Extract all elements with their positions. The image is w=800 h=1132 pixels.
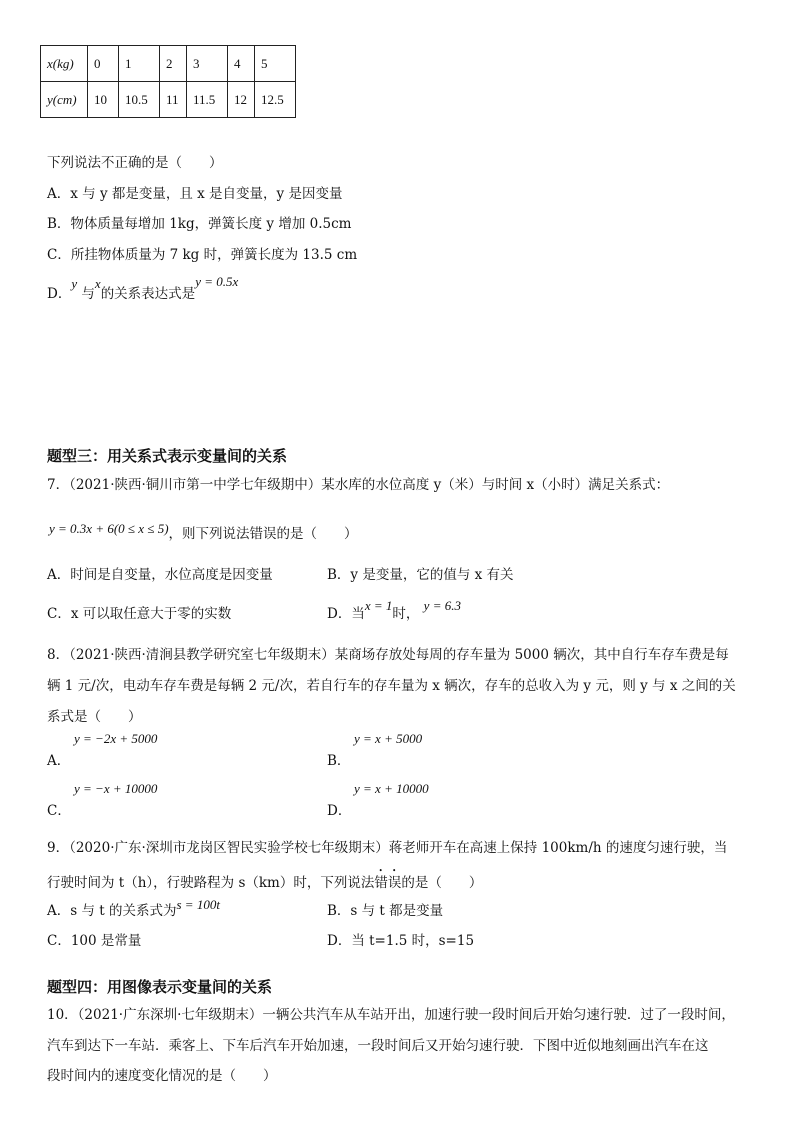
q8-option-c [47,781,307,829]
q9-option-d: D．当 t=1.5 时，s=15 [327,933,475,949]
q9-stem-1: 9．（2020·广东·深圳市龙岗区智民实验学校七年级期末）蒋老师开车在高速上保持 100km/h 的速度匀速行驶，当 [47,840,728,856]
q6-option-d-mid: 的关系表达式是 [100,286,196,302]
q6-option-b: B．物体质量每增加 1kg，弹簧长度 y 增加 0.5cm [47,216,352,232]
q9-stem-2-pre: 行驶时间为 t（h），行驶路程为 s（km）时，下列说法 [47,875,375,891]
q6-option-d-y: y [71,276,78,291]
q9-emphasis: 错误 [374,875,402,891]
q9-option-a-formula: s = 100t [176,897,220,912]
table-cell: 12.5 [255,82,296,118]
table-cell: x(kg) [41,46,88,82]
q8-option-d [327,781,587,829]
q8-option-d-label: D． [327,803,352,819]
q9-option-c: C．100 是常量 [47,933,142,949]
table-cell: 2 [160,46,187,82]
q6-stem: 下列说法不正确的是（ ） [47,155,223,171]
q9-option-a [47,899,220,919]
q10-stem-2: 汽车到达下一车站．乘客上、下车后汽车开始加速，一段时间后又开始匀速行驶．下图中近似地刻画出汽车在这 [47,1038,709,1054]
q8-option-b [327,731,587,779]
table-cell: 3 [187,46,228,82]
table-cell: 12 [228,82,255,118]
q10-stem-1: 10．（2021·广东深圳·七年级期末）一辆公共汽车从车站开出，加速行驶一段时间后开始匀速行驶．过了一段时间， [47,1007,735,1023]
q7-option-b: B．y 是变量，它的值与 x 有关 [327,567,514,583]
q8-option-a [47,731,307,779]
q8-stem-2: 辆 1 元/次，电动车存车费是每辆 2 元/次，若自行车的存车量为 x 辆次，存车的总收入为 y 元，则 y 与 x 之间的关 [47,678,736,694]
q7-option-a: A．时间是自变量，水位高度是因变量 [47,567,273,583]
q9-option-a-text: A．s 与 t 的关系式为 [47,903,177,919]
q8-option-a-formula: y = −2x + 5000 [74,731,158,746]
q7-option-c: C．x 可以取任意大于零的实数 [47,606,232,622]
q8-stem-3: 系式是（ ） [47,709,142,725]
q6-option-d-with: 与 [81,286,95,302]
q6-option-a: A．x 与 y 都是变量，且 x 是自变量，y 是因变量 [47,186,343,202]
q7-option-d-y: y = 6.3 [423,598,461,613]
table-row [41,82,296,118]
q10-stem-3: 段时间内的速度变化情况的是（ ） [47,1068,277,1084]
q6-option-d-label: D． [47,286,72,302]
q7-formula: y = 0.3x + 6(0 ≤ x ≤ 5) [49,521,169,536]
table-cell: y(cm) [41,82,88,118]
data-table [40,45,296,118]
table-row [41,46,296,82]
table-cell: 4 [228,46,255,82]
table-cell: 11.5 [187,82,228,118]
q7-stem-cont: ，则下列说法错误的是（ ） [168,526,358,542]
q8-option-b-label: B． [327,753,351,769]
q6-option-d-x: x [94,276,101,291]
table-cell: 5 [255,46,296,82]
q8-stem-1: 8．（2021·陕西·清涧县教学研究室七年级期末）某商场存放处每周的存车量为 5000 辆次，其中自行车存车费是每 [47,647,729,663]
q7-option-d-x: x = 1 [364,598,393,613]
table-cell: 10 [88,82,119,118]
table-cell: 1 [119,46,160,82]
q7-formula-line [49,517,358,542]
q8-option-b-formula: y = x + 5000 [354,731,423,746]
table-cell: 0 [88,46,119,82]
table-cell: 11 [160,82,187,118]
q9-stem-2-post: 的是（ ） [401,875,483,891]
q7-option-d-label: D．当 [327,606,365,622]
section-3-title: 题型三：用关系式表示变量间的关系 [47,447,288,465]
section-4-title: 题型四：用图像表示变量间的关系 [47,978,273,996]
q7-stem: 7．（2021·陕西·铜川市第一中学七年级期中）某水库的水位高度 y（米）与时间 x（小时）满足关系式： [47,477,670,493]
q7-option-d-mid: 时， [392,606,420,622]
q8-option-c-formula: y = −x + 10000 [74,781,158,796]
q8-option-a-label: A． [47,753,71,769]
q9-stem-2 [47,867,482,891]
q7-option-d [327,594,461,622]
q8-option-c-label: C． [47,803,71,819]
q9-option-b: B．s 与 t 都是变量 [327,903,444,919]
q6-option-d [47,274,239,302]
table-cell: 10.5 [119,82,160,118]
q6-option-c: C．所挂物体质量为 7 kg 时，弹簧长度为 13.5 cm [47,247,358,263]
q6-option-d-formula: y = 0.5x [195,274,239,289]
q8-option-d-formula: y = x + 10000 [354,781,429,796]
